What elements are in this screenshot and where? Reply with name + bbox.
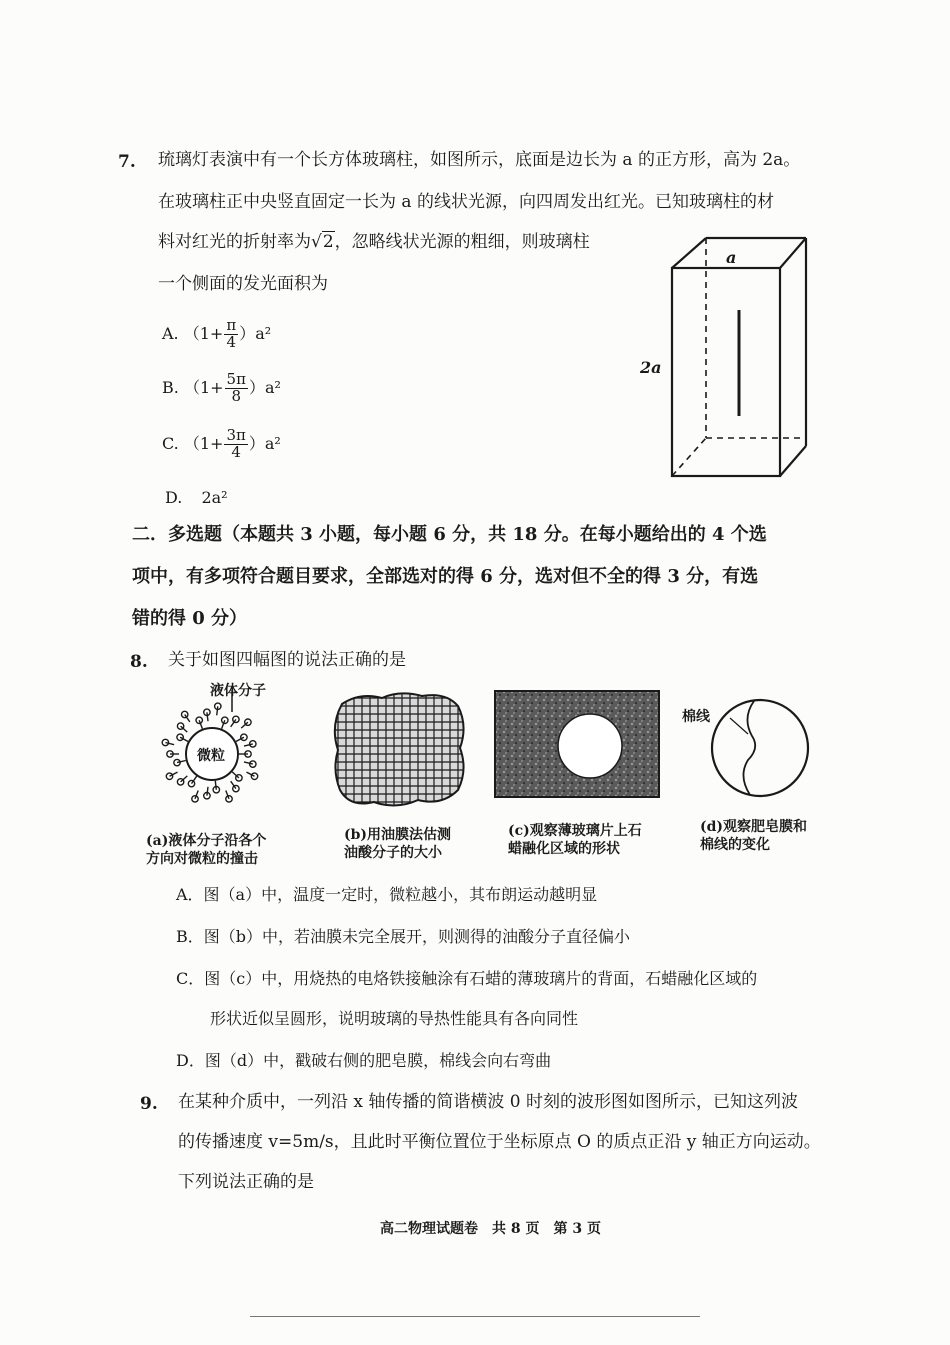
option-post: ）a²	[248, 433, 281, 453]
glass-prism-figure	[660, 230, 830, 480]
q8-option-d: D．图（d）中，戳破右侧的肥皂膜，棉线会向右弯曲	[176, 1051, 552, 1070]
q8-option-c-line-2: 形状近似呈圆形，说明玻璃的导热性能具有各向同性	[210, 1009, 579, 1028]
section2-line-3: 错的得 0 分）	[132, 608, 248, 629]
bottom-rule	[250, 1316, 700, 1317]
q7-option-a	[162, 318, 271, 351]
fraction-numerator: 5π	[226, 370, 246, 388]
molecule-dot	[192, 796, 198, 802]
option-pre: （1+	[183, 323, 224, 343]
caption-a-line-2: 方向对微粒的撞击	[146, 851, 258, 868]
caption-c-line-2: 蜡融化区域的形状	[508, 841, 620, 858]
q7-option-c	[162, 428, 281, 461]
page-footer: 高二物理试题卷 共 8 页 第 3 页	[380, 1221, 601, 1237]
fraction	[224, 428, 247, 461]
option-key: C.	[162, 433, 179, 453]
figure-b-oil-film	[330, 690, 470, 810]
option-text: 2a²	[201, 488, 228, 507]
q7-line-1: 琉璃灯表演中有一个长方体玻璃柱，如图所示，底面是边长为 a 的正方形，高为 2a。	[158, 150, 801, 170]
option-pre: （1+	[183, 377, 224, 397]
fraction-denominator: 8	[231, 386, 241, 405]
fraction-numerator: π	[226, 316, 237, 334]
caption-c	[508, 822, 642, 858]
molecule-arrow	[215, 781, 216, 790]
option-key: D.	[165, 488, 183, 507]
q9-line-1: 在某种介质中，一列沿 x 轴传播的简谐横波 0 时刻的波形图如图所示，已知这列波	[178, 1092, 799, 1112]
option-key: A.	[162, 323, 179, 343]
molecule-dot	[196, 717, 202, 723]
caption-c-line-1: (c)观察薄玻璃片上石	[508, 823, 642, 839]
q7-line-3-pre: 料对红光的折射率为	[158, 232, 311, 252]
label-cotton-thread: 棉线	[682, 709, 710, 725]
caption-b-line-1: (b)用油膜法估测	[344, 827, 452, 843]
fraction	[225, 372, 248, 405]
q9-number: 9.	[140, 1094, 158, 1114]
q7-line-3-post: ，忽略线状光源的粗细，则玻璃柱	[334, 232, 590, 252]
molecule-dot	[226, 796, 232, 802]
q8-number: 8.	[130, 652, 148, 672]
caption-a-line-1: (a)液体分子沿各个	[146, 833, 267, 849]
section2-line-1: 二．多选题（本题共 3 小题，每小题 6 分，共 18 分。在每小题给出的 4 个选	[132, 524, 767, 545]
q8-option-a: A．图（a）中，温度一定时，微粒越小，其布朗运动越明显	[176, 885, 598, 904]
fraction-denominator: 4	[226, 332, 237, 351]
sqrt-symbol: √2	[311, 232, 334, 252]
option-pre: （1+	[183, 433, 224, 453]
label-a: a	[726, 248, 737, 267]
q7-line-3	[158, 234, 590, 251]
figure-d-soap-film	[708, 696, 812, 800]
caption-d-line-1: (d)观察肥皂膜和	[700, 819, 808, 835]
label-particle: 微粒	[197, 748, 225, 764]
caption-b	[344, 826, 451, 862]
q7-option-b	[162, 372, 281, 405]
q7-number: 7.	[118, 152, 136, 172]
molecule-dot	[222, 717, 228, 723]
caption-d	[700, 818, 807, 854]
fraction-numerator: 3π	[226, 426, 246, 444]
label-2a: 2a	[640, 358, 662, 377]
q7-line-4: 一个侧面的发光面积为	[158, 274, 328, 294]
caption-b-line-2: 油酸分子的大小	[344, 845, 442, 862]
q8-stem: 关于如图四幅图的说法正确的是	[168, 650, 406, 670]
q9-line-3: 下列说法正确的是	[178, 1172, 314, 1192]
option-key: B.	[162, 377, 179, 397]
q7-option-d	[165, 488, 228, 507]
sqrt-radicand: 2	[322, 232, 334, 252]
figure-c-wax-plate	[494, 690, 660, 798]
q9-line-2: 的传播速度 v=5m/s，且此时平衡位置位于坐标原点 O 的质点正沿 y 轴正方向运动。	[178, 1132, 821, 1152]
caption-d-line-2: 棉线的变化	[700, 837, 770, 854]
q8-option-c-line-1: C．图（c）中，用烧热的电烙铁接触涂有石蜡的薄玻璃片的背面，石蜡融化区域的	[176, 969, 758, 988]
section2-line-2: 项中，有多项符合题目要求，全部选对的得 6 分，选对但不全的得 3 分，有选	[132, 566, 759, 587]
label-liquid-molecule: 液体分子	[210, 683, 266, 699]
molecule-dot	[241, 734, 247, 740]
caption-a	[146, 832, 266, 868]
q7-line-2: 在玻璃柱正中央竖直固定一长为 a 的线状光源，向四周发出红光。已知玻璃柱的材	[158, 192, 774, 212]
fraction	[224, 318, 238, 351]
q8-option-b: B．图（b）中，若油膜未完全展开，则测得的油酸分子直径偏小	[176, 927, 631, 946]
fraction-denominator: 4	[231, 442, 241, 461]
option-post: ）a²	[239, 323, 272, 343]
option-post: ）a²	[248, 377, 281, 397]
